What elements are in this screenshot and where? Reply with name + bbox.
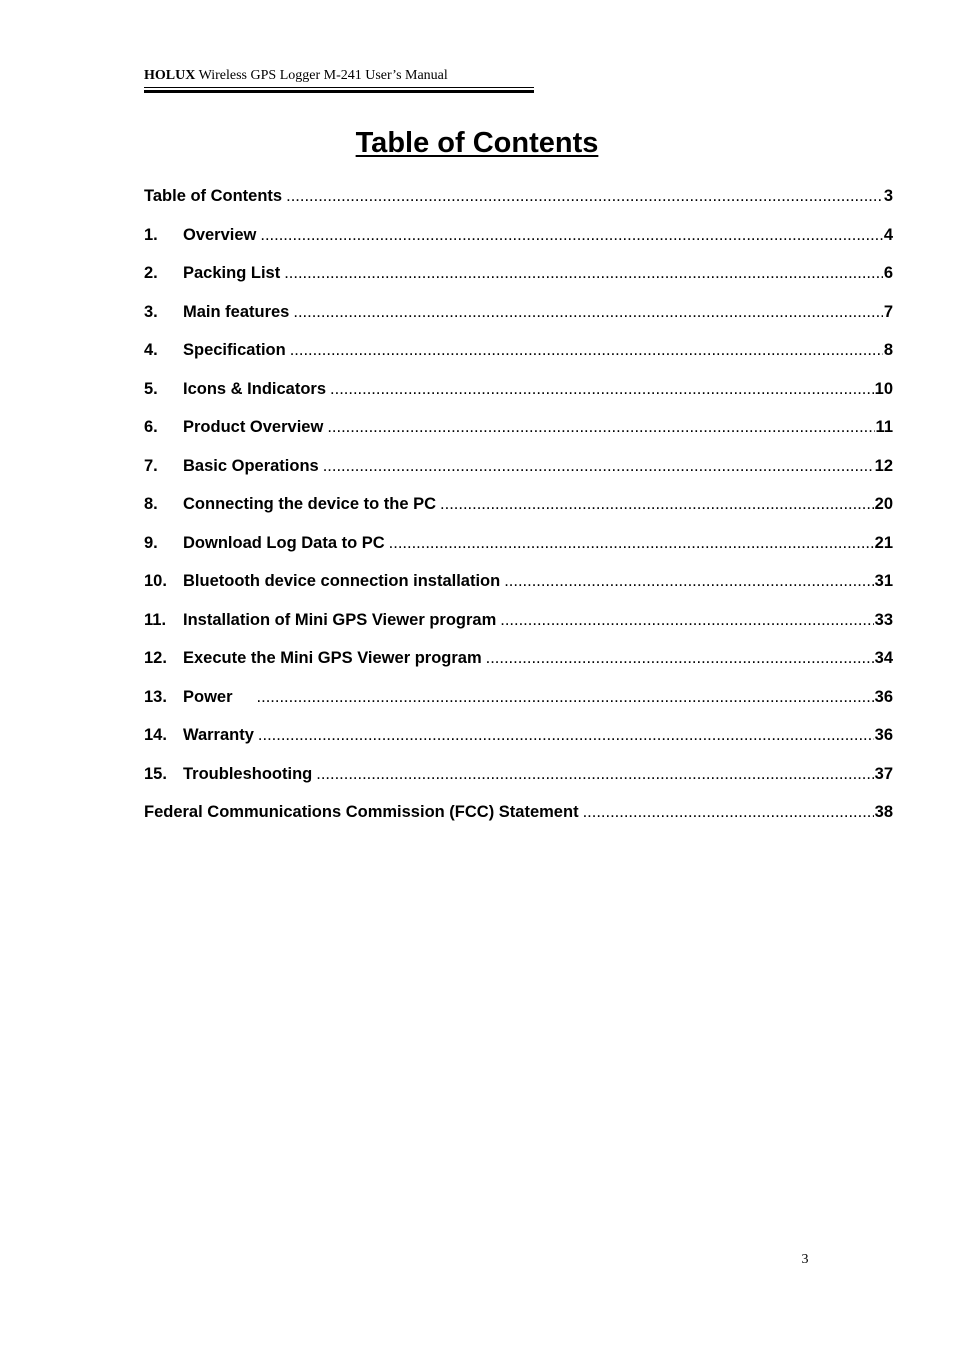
toc-entry-main-features[interactable] — [144, 301, 893, 340]
toc-entry-page: 36 — [874, 687, 893, 706]
toc-entry-download-log-data[interactable] — [144, 532, 893, 571]
toc-entry-page: 11 — [875, 418, 893, 436]
toc-entry-label: Execute the Mini GPS Viewer program — [183, 649, 482, 667]
toc-dot-leader — [284, 262, 883, 284]
toc-entry-page: 6 — [883, 264, 893, 282]
header-divider — [144, 87, 534, 93]
toc-entry-label: Installation of Mini GPS Viewer program — [183, 610, 497, 629]
toc-entry-page: 10 — [874, 379, 893, 398]
toc-dot-leader — [258, 724, 874, 746]
toc-dot-leader — [323, 455, 874, 477]
toc-entry-label: Specification — [183, 341, 286, 359]
toc-dot-leader — [327, 416, 874, 438]
toc-entry-page: 31 — [874, 572, 893, 590]
toc-entry-page: 33 — [874, 610, 893, 629]
toc-entry-number: 3. — [144, 302, 158, 321]
toc-entry-label: Bluetooth device connection installation — [183, 572, 501, 590]
toc-dot-leader — [260, 224, 882, 246]
toc-dot-leader — [257, 686, 874, 708]
toc-entry-specification[interactable] — [144, 339, 893, 378]
toc-dot-leader — [486, 647, 874, 669]
toc-dot-leader — [440, 493, 874, 515]
toc-entry-number: 14. — [144, 726, 167, 744]
toc-entry-number: 7. — [144, 456, 158, 475]
toc-entry-troubleshooting[interactable] — [144, 763, 893, 802]
page-title: Table of Contents — [355, 127, 599, 159]
toc-dot-leader — [316, 763, 873, 785]
page-number: 3 — [801, 1252, 809, 1267]
toc-entry-number: 11. — [144, 610, 167, 629]
toc-entry-page: 12 — [874, 456, 893, 475]
toc-dot-leader — [500, 609, 873, 631]
toc-entry-bluetooth-installation[interactable] — [144, 570, 893, 609]
toc-entry-label: Packing List — [183, 264, 281, 282]
table-of-contents — [144, 185, 893, 840]
toc-entry-page: 8 — [883, 341, 893, 359]
toc-entry-product-overview[interactable] — [144, 416, 893, 455]
toc-entry-power[interactable] — [144, 686, 893, 725]
toc-dot-leader — [330, 378, 874, 400]
toc-entry-label: Table of Contents — [144, 187, 283, 205]
toc-entry-install-mini-gps-viewer[interactable] — [144, 609, 893, 648]
toc-entry-page: 20 — [874, 495, 893, 513]
toc-entry-number: 8. — [144, 495, 158, 513]
toc-entry-label: Basic Operations — [183, 456, 319, 475]
toc-entry-page: 36 — [874, 726, 893, 744]
toc-entry-page: 4 — [883, 225, 893, 244]
toc-entry-number: 9. — [144, 533, 158, 552]
toc-entry-label: Main features — [183, 302, 290, 321]
toc-entry-label: Product Overview — [183, 418, 324, 436]
header-subtitle: Wireless GPS Logger M-241 User’s Manual — [195, 68, 448, 83]
toc-entry-page: 34 — [874, 649, 893, 667]
running-header — [144, 67, 534, 85]
toc-entry-number: 15. — [144, 764, 167, 783]
toc-entry-connecting-device[interactable] — [144, 493, 893, 532]
toc-entry-number: 12. — [144, 649, 167, 667]
toc-entry-overview[interactable] — [144, 224, 893, 263]
toc-dot-leader — [293, 301, 882, 323]
toc-entry-label: Federal Communications Commission (FCC) Statement — [144, 803, 579, 821]
toc-entry-label: Overview — [183, 225, 257, 244]
toc-dot-leader — [286, 185, 883, 207]
toc-entry-fcc-statement[interactable] — [144, 801, 893, 840]
toc-entry-number: 2. — [144, 264, 158, 282]
toc-entry-label: Power — [183, 687, 233, 706]
toc-entry-label: Download Log Data to PC — [183, 533, 385, 552]
toc-entry-page: 3 — [883, 187, 893, 205]
toc-dot-leader — [290, 339, 883, 361]
toc-entry-number: 10. — [144, 572, 167, 590]
toc-entry-page: 7 — [883, 302, 893, 321]
toc-entry-icons-indicators[interactable] — [144, 378, 893, 417]
toc-entry-number: 4. — [144, 341, 158, 359]
toc-entry-execute-mini-gps-viewer[interactable] — [144, 647, 893, 686]
toc-entry-page: 37 — [874, 764, 893, 783]
toc-entry-number: 5. — [144, 379, 158, 398]
toc-entry-number: 1. — [144, 225, 158, 244]
toc-entry-warranty[interactable] — [144, 724, 893, 763]
toc-entry-label: Troubleshooting — [183, 764, 313, 783]
toc-entry-number: 13. — [144, 687, 167, 706]
toc-entry-label: Warranty — [183, 726, 254, 744]
header-brand: HOLUX — [144, 68, 196, 83]
toc-entry-label: Icons & Indicators — [183, 379, 327, 398]
toc-entry-packing-list[interactable] — [144, 262, 893, 301]
toc-dot-leader — [583, 801, 874, 823]
toc-dot-leader — [504, 570, 873, 592]
toc-entry-table-of-contents[interactable] — [144, 185, 893, 224]
toc-entry-label: Connecting the device to the PC — [183, 495, 437, 513]
toc-dot-leader — [389, 532, 874, 554]
toc-entry-page: 38 — [874, 803, 893, 821]
toc-entry-number: 6. — [144, 418, 158, 436]
toc-entry-basic-operations[interactable] — [144, 455, 893, 494]
toc-entry-page: 21 — [874, 533, 893, 552]
